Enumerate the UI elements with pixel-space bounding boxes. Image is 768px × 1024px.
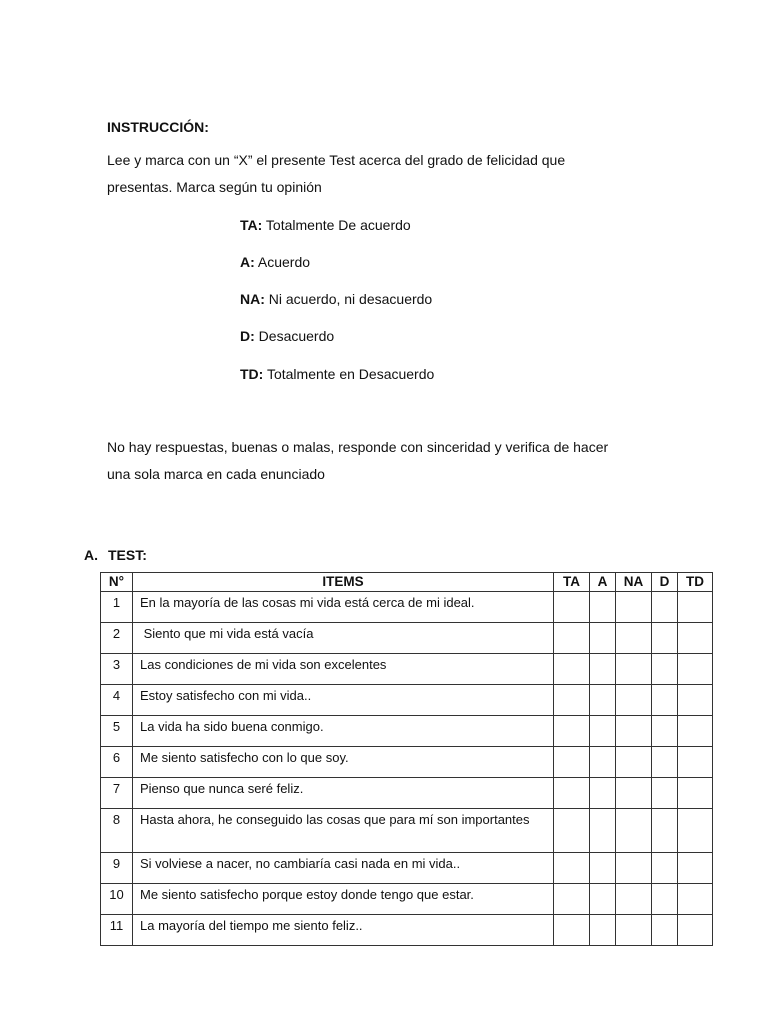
legend-text: Ni acuerdo, ni desacuerdo xyxy=(264,291,433,307)
answer-cell-d[interactable] xyxy=(652,623,678,654)
row-number: 5 xyxy=(101,716,133,747)
header-td: TD xyxy=(678,573,713,592)
answer-cell-ta[interactable] xyxy=(554,592,590,623)
answer-cell-ta[interactable] xyxy=(554,853,590,884)
answer-cell-d[interactable] xyxy=(652,747,678,778)
legend-code: NA: xyxy=(240,291,265,307)
header-number: N° xyxy=(101,573,133,592)
header-a: A xyxy=(590,573,616,592)
legend-code: D: xyxy=(240,328,255,344)
row-number: 9 xyxy=(101,853,133,884)
answer-cell-d[interactable] xyxy=(652,809,678,853)
answer-cell-na[interactable] xyxy=(616,915,652,946)
answer-cell-td[interactable] xyxy=(678,623,713,654)
answer-cell-na[interactable] xyxy=(616,853,652,884)
row-item: Si volviese a nacer, no cambiaría casi nada en mi vida.. xyxy=(133,853,554,884)
answer-cell-ta[interactable] xyxy=(554,654,590,685)
answer-cell-ta[interactable] xyxy=(554,747,590,778)
header-ta: TA xyxy=(554,573,590,592)
legend-text: Totalmente De acuerdo xyxy=(262,217,411,233)
legend-text: Totalmente en Desacuerdo xyxy=(263,366,435,382)
answer-cell-a[interactable] xyxy=(590,685,616,716)
answer-cell-a[interactable] xyxy=(590,915,616,946)
legend-item-td xyxy=(240,366,434,382)
answer-cell-na[interactable] xyxy=(616,716,652,747)
row-item: Me siento satisfecho porque estoy donde tengo que estar. xyxy=(133,884,554,915)
answer-cell-a[interactable] xyxy=(590,623,616,654)
answer-cell-ta[interactable] xyxy=(554,884,590,915)
table-row xyxy=(101,809,713,853)
table-row xyxy=(101,592,713,623)
answer-cell-na[interactable] xyxy=(616,654,652,685)
table-row xyxy=(101,884,713,915)
answer-cell-d[interactable] xyxy=(652,654,678,685)
answer-cell-d[interactable] xyxy=(652,853,678,884)
row-number: 2 xyxy=(101,623,133,654)
answer-cell-d[interactable] xyxy=(652,685,678,716)
header-d: D xyxy=(652,573,678,592)
section-marker: A. xyxy=(84,547,98,563)
table-row xyxy=(101,778,713,809)
answer-cell-na[interactable] xyxy=(616,884,652,915)
answer-cell-td[interactable] xyxy=(678,778,713,809)
table-row xyxy=(101,716,713,747)
table-header-row xyxy=(101,573,713,592)
row-item: Las condiciones de mi vida son excelentes xyxy=(133,654,554,685)
answer-cell-a[interactable] xyxy=(590,884,616,915)
answer-cell-d[interactable] xyxy=(652,592,678,623)
row-item: La vida ha sido buena conmigo. xyxy=(133,716,554,747)
answer-cell-na[interactable] xyxy=(616,685,652,716)
instruction-title: INSTRUCCIÓN: xyxy=(107,119,209,135)
note-text-line-1: No hay respuestas, buenas o malas, responde con sinceridad y verifica de hacer xyxy=(107,439,609,455)
answer-cell-na[interactable] xyxy=(616,592,652,623)
legend-code: TD: xyxy=(240,366,264,382)
answer-cell-td[interactable] xyxy=(678,654,713,685)
answer-cell-td[interactable] xyxy=(678,884,713,915)
header-items: ITEMS xyxy=(133,573,554,592)
row-number: 8 xyxy=(101,809,133,853)
table-row xyxy=(101,747,713,778)
answer-cell-td[interactable] xyxy=(678,853,713,884)
answer-cell-td[interactable] xyxy=(678,716,713,747)
answer-cell-a[interactable] xyxy=(590,809,616,853)
section-title: TEST: xyxy=(108,547,147,563)
table-row xyxy=(101,915,713,946)
header-na: NA xyxy=(616,573,652,592)
table-row xyxy=(101,654,713,685)
answer-cell-a[interactable] xyxy=(590,654,616,685)
answer-cell-d[interactable] xyxy=(652,884,678,915)
instruction-text-line-1: Lee y marca con un “X” el presente Test acerca del grado de felicidad que xyxy=(107,152,566,168)
answer-cell-a[interactable] xyxy=(590,747,616,778)
test-table xyxy=(100,572,713,946)
answer-cell-na[interactable] xyxy=(616,623,652,654)
legend-text: Desacuerdo xyxy=(254,328,335,344)
answer-cell-a[interactable] xyxy=(590,853,616,884)
legend-item-d xyxy=(240,328,334,344)
note-text-line-2: una sola marca en cada enunciado xyxy=(107,466,325,482)
answer-cell-na[interactable] xyxy=(616,747,652,778)
answer-cell-a[interactable] xyxy=(590,778,616,809)
row-item: La mayoría del tiempo me siento feliz.. xyxy=(133,915,554,946)
legend-code: A: xyxy=(240,254,255,270)
answer-cell-ta[interactable] xyxy=(554,778,590,809)
row-number: 6 xyxy=(101,747,133,778)
row-number: 7 xyxy=(101,778,133,809)
row-number: 4 xyxy=(101,685,133,716)
row-item: Me siento satisfecho con lo que soy. xyxy=(133,747,554,778)
answer-cell-d[interactable] xyxy=(652,915,678,946)
row-item: Estoy satisfecho con mi vida.. xyxy=(133,685,554,716)
row-item: En la mayoría de las cosas mi vida está cerca de mi ideal. xyxy=(133,592,554,623)
row-number: 3 xyxy=(101,654,133,685)
answer-cell-ta[interactable] xyxy=(554,685,590,716)
table-row xyxy=(101,685,713,716)
answer-cell-a[interactable] xyxy=(590,716,616,747)
legend-item-a xyxy=(240,254,310,270)
row-number: 10 xyxy=(101,884,133,915)
answer-cell-ta[interactable] xyxy=(554,716,590,747)
answer-cell-td[interactable] xyxy=(678,685,713,716)
row-item: Hasta ahora, he conseguido las cosas que para mí son importantes xyxy=(133,809,554,853)
answer-cell-d[interactable] xyxy=(652,716,678,747)
legend-item-ta xyxy=(240,217,411,233)
row-item: Siento que mi vida está vacía xyxy=(133,623,554,654)
row-number: 11 xyxy=(101,915,133,946)
row-number: 1 xyxy=(101,592,133,623)
table-row xyxy=(101,853,713,884)
answer-cell-td[interactable] xyxy=(678,592,713,623)
answer-cell-na[interactable] xyxy=(616,778,652,809)
legend-code: TA: xyxy=(240,217,263,233)
answer-cell-td[interactable] xyxy=(678,747,713,778)
answer-cell-ta[interactable] xyxy=(554,623,590,654)
row-item: Pienso que nunca seré feliz. xyxy=(133,778,554,809)
legend-item-na xyxy=(240,291,432,307)
answer-cell-a[interactable] xyxy=(590,592,616,623)
answer-cell-na[interactable] xyxy=(616,809,652,853)
answer-cell-td[interactable] xyxy=(678,809,713,853)
legend-text: Acuerdo xyxy=(254,254,311,270)
answer-cell-d[interactable] xyxy=(652,778,678,809)
instruction-text-line-2: presentas. Marca según tu opinión xyxy=(107,179,322,195)
answer-cell-ta[interactable] xyxy=(554,809,590,853)
answer-cell-td[interactable] xyxy=(678,915,713,946)
answer-cell-ta[interactable] xyxy=(554,915,590,946)
table-row xyxy=(101,623,713,654)
